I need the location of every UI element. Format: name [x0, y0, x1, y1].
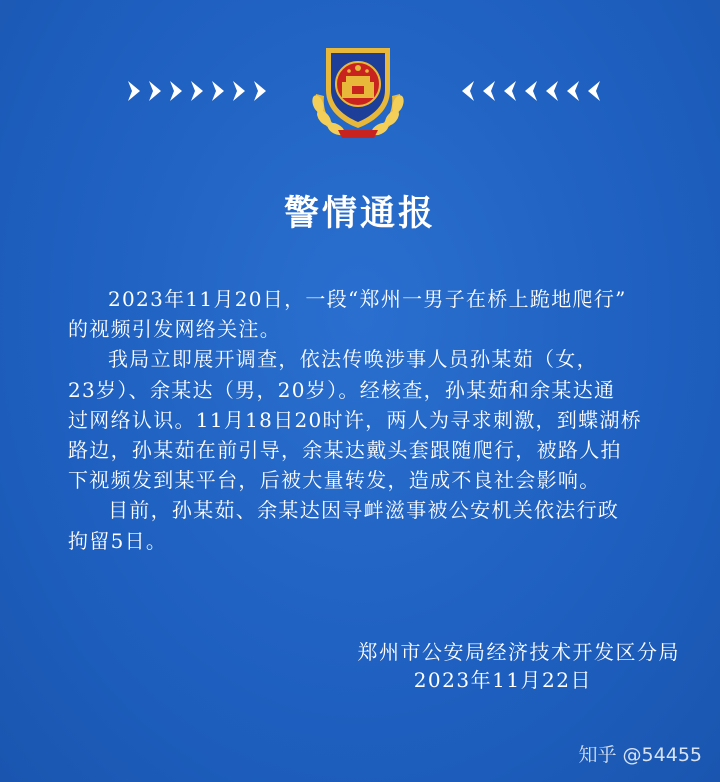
- body-line: 2023年11月20日，一段“郑州一男子在桥上跪地爬行”: [108, 287, 627, 311]
- left-chevron-decoration: [126, 78, 270, 104]
- chevron-right-icon: [231, 78, 249, 104]
- notice-title: 警情通报: [283, 194, 436, 234]
- police-emblem-icon: [302, 34, 414, 146]
- body-line: 拘留5日。: [68, 528, 168, 553]
- chevron-right-icon: [252, 78, 270, 104]
- chevron-left-icon: [542, 78, 560, 104]
- signature-date: 2023年11月22日: [413, 668, 592, 692]
- notice-body: [68, 284, 680, 556]
- body-line: 我局立即展开调查，依法传唤涉事人员孙某茹（女，: [108, 347, 598, 372]
- body-line: 的视频引发网络关注。: [68, 317, 281, 342]
- right-chevron-decoration: [458, 78, 602, 104]
- chevron-right-icon: [210, 78, 228, 104]
- chevron-right-icon: [168, 78, 186, 104]
- body-line: 路边，孙某茹在前引导，余某达戴头套跟随爬行，被路人拍: [68, 438, 622, 463]
- watermark: 知乎 @54455: [578, 744, 702, 766]
- body-line: 过网络认识。11月18日20时许，两人为寻求刺激，到蝶湖桥: [68, 407, 643, 432]
- chevron-left-icon: [563, 78, 581, 104]
- chevron-left-icon: [521, 78, 539, 104]
- body-line: 目前，孙某茹、余某达因寻衅滋事被公安机关依法行政: [108, 498, 620, 523]
- body-line: 23岁）、余某达（男，20岁）。经核查，孙某茹和余某达通: [68, 377, 616, 402]
- chevron-left-icon: [479, 78, 497, 104]
- chevron-left-icon: [500, 78, 518, 104]
- body-line: 下视频发到某平台，后被大量转发，造成不良社会影响。: [68, 468, 601, 493]
- chevron-right-icon: [126, 78, 144, 104]
- chevron-left-icon: [458, 78, 476, 104]
- chevron-left-icon: [584, 78, 602, 104]
- chevron-right-icon: [147, 78, 165, 104]
- chevron-right-icon: [189, 78, 207, 104]
- signature-organization: 郑州市公安局经济技术开发区分局: [357, 640, 680, 664]
